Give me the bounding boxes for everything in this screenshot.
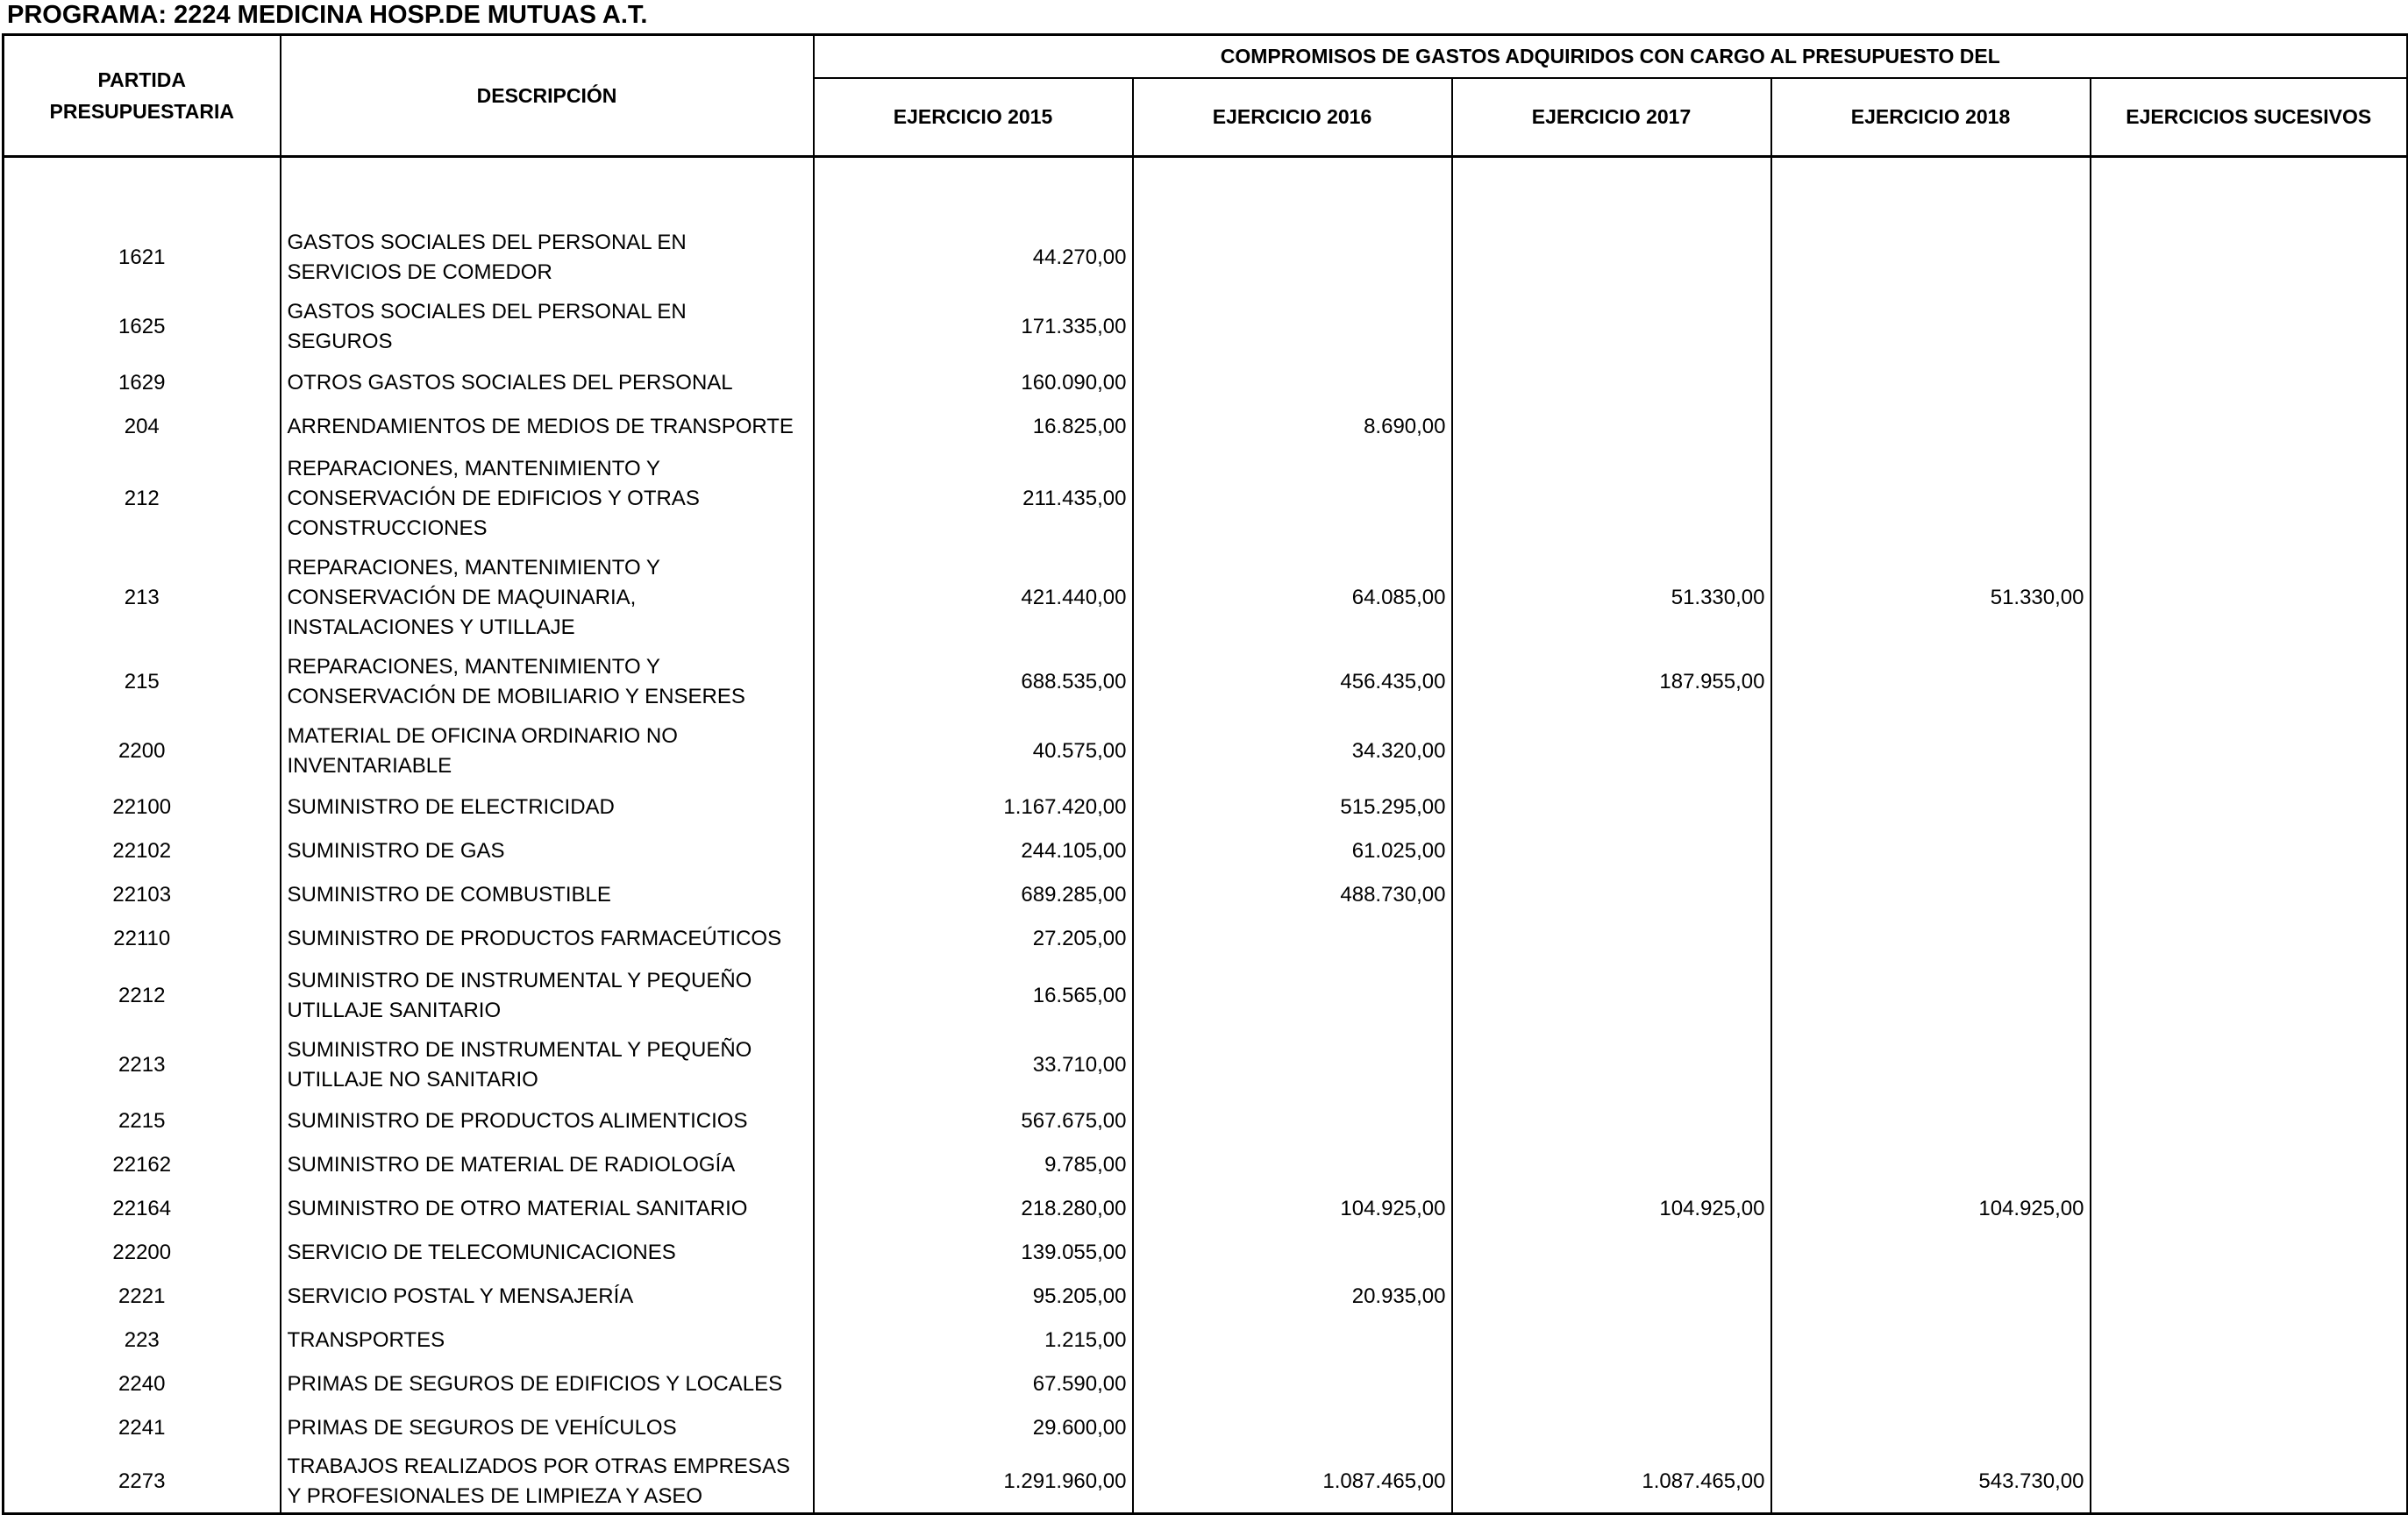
cell-ejercicio-2016-text: 20.935,00 <box>1351 1284 1446 1308</box>
cell-partida-text: 212 <box>124 486 160 510</box>
cell-ejercicios-sucesivos <box>2091 1231 2408 1275</box>
cell-descripcion <box>281 1143 814 1187</box>
cell-ejercicio-2016 <box>1133 873 1452 917</box>
table-row <box>4 917 2408 961</box>
cell-descripcion-text: PRIMAS DE SEGUROS DE EDIFICIOS Y LOCALES <box>287 1372 783 1396</box>
cell-ejercicio-2016 <box>1133 1319 1452 1362</box>
cell-ejercicio-2016 <box>1133 961 1452 1030</box>
cell-ejercicio-2015-text: 1.291.960,00 <box>1003 1469 1127 1493</box>
cell-ejercicio-2018 <box>1771 1231 2091 1275</box>
header-partida-label: PARTIDA PRESUPUESTARIA <box>49 68 234 123</box>
cell-ejercicio-2015 <box>814 449 1133 548</box>
cell-descripcion <box>281 449 814 548</box>
cell-ejercicio-2016 <box>1133 1099 1452 1143</box>
cell-ejercicio-2018 <box>1771 829 2091 873</box>
table-row <box>4 292 2408 361</box>
cell-partida <box>4 292 281 361</box>
cell-descripcion-text: SUMINISTRO DE INSTRUMENTAL Y PEQUEÑO UTILLAJE NO SANITARIO <box>287 1037 752 1092</box>
cell-ejercicio-2015-text: 16.825,00 <box>1032 415 1127 438</box>
cell-ejercicio-2017 <box>1452 548 1771 647</box>
cell-ejercicio-2018 <box>1771 548 2091 647</box>
cell-ejercicio-2018 <box>1771 292 2091 361</box>
cell-ejercicios-sucesivos <box>2091 1319 2408 1362</box>
cell-partida-text: 22162 <box>112 1153 172 1177</box>
cell-ejercicio-2015 <box>814 405 1133 449</box>
cell-ejercicio-2015 <box>814 1231 1133 1275</box>
cell-ejercicio-2015 <box>814 1362 1133 1406</box>
table-row <box>4 1099 2408 1143</box>
cell-ejercicios-sucesivos <box>2091 548 2408 647</box>
cell-partida-text: 2241 <box>118 1416 166 1440</box>
cell-ejercicio-2017 <box>1452 1143 1771 1187</box>
cell-partida <box>4 1187 281 1231</box>
cell-ejercicio-2015-text: 16.565,00 <box>1032 983 1127 1007</box>
cell-descripcion-text: REPARACIONES, MANTENIMIENTO Y CONSERVACIÓN DE EDIFICIOS Y OTRAS CONSTRUCCIONES <box>287 456 700 540</box>
cell-ejercicio-2017 <box>1452 647 1771 716</box>
cell-ejercicio-2015 <box>814 716 1133 786</box>
cell-descripcion-text: SUMINISTRO DE ELECTRICIDAD <box>287 795 615 819</box>
program-title: PROGRAMA: 2224 MEDICINA HOSP.DE MUTUAS A.T. <box>7 1 648 29</box>
cell-ejercicio-2018 <box>1771 1143 2091 1187</box>
cell-ejercicio-2015-text: 27.205,00 <box>1032 927 1127 950</box>
cell-ejercicios-sucesivos <box>2091 1187 2408 1231</box>
cell-ejercicio-2016 <box>1133 292 1452 361</box>
cell-ejercicio-2017 <box>1452 716 1771 786</box>
cell-ejercicio-2015-text: 40.575,00 <box>1032 738 1127 763</box>
cell-ejercicio-2018 <box>1771 917 2091 961</box>
cell-ejercicio-2018 <box>1771 647 2091 716</box>
cell-ejercicio-2017 <box>1452 917 1771 961</box>
cell-ejercicio-2016 <box>1133 548 1452 647</box>
table-row <box>4 1143 2408 1187</box>
cell-descripcion-text: SUMINISTRO DE MATERIAL DE RADIOLOGÍA <box>287 1153 736 1177</box>
cell-descripcion <box>281 1275 814 1319</box>
table-row <box>4 716 2408 786</box>
cell-ejercicio-2018 <box>1771 1030 2091 1099</box>
cell-ejercicio-2016-text: 104.925,00 <box>1340 1197 1446 1220</box>
cell-ejercicio-2016 <box>1133 786 1452 829</box>
cell-descripcion <box>281 548 814 647</box>
cell-ejercicio-2015 <box>814 829 1133 873</box>
table-row <box>4 1406 2408 1450</box>
cell-ejercicio-2015 <box>814 1143 1133 1187</box>
cell-ejercicio-2015 <box>814 223 1133 292</box>
cell-descripcion <box>281 1319 814 1362</box>
cell-descripcion <box>281 1030 814 1099</box>
cell-partida <box>4 917 281 961</box>
cell-ejercicio-2015 <box>814 1319 1133 1362</box>
cell-ejercicios-sucesivos <box>2091 1362 2408 1406</box>
cell-ejercicio-2015-text: 689.285,00 <box>1021 883 1127 907</box>
cell-ejercicio-2016-text: 456.435,00 <box>1340 669 1446 693</box>
cell-ejercicio-2015 <box>814 1099 1133 1143</box>
cell-descripcion <box>281 292 814 361</box>
cell-ejercicio-2017 <box>1452 1231 1771 1275</box>
cell-ejercicios-sucesivos <box>2091 1143 2408 1187</box>
cell-ejercicio-2015 <box>814 1450 1133 1514</box>
cell-ejercicio-2016 <box>1133 1231 1452 1275</box>
cell-ejercicio-2016-text: 34.320,00 <box>1351 738 1446 763</box>
table-row <box>4 1319 2408 1362</box>
cell-descripcion-text: PRIMAS DE SEGUROS DE VEHÍCULOS <box>287 1416 677 1440</box>
cell-ejercicio-2015 <box>814 292 1133 361</box>
table-row <box>4 449 2408 548</box>
cell-ejercicio-2015-text: 171.335,00 <box>1021 314 1127 338</box>
cell-partida-text: 2212 <box>118 983 166 1007</box>
cell-ejercicios-sucesivos <box>2091 1406 2408 1450</box>
cell-ejercicios-sucesivos <box>2091 1099 2408 1143</box>
cell-ejercicio-2015-text: 1.167.420,00 <box>1003 795 1127 819</box>
cell-ejercicios-sucesivos <box>2091 449 2408 548</box>
cell-ejercicio-2018 <box>1771 1319 2091 1362</box>
table-row <box>4 548 2408 647</box>
cell-ejercicio-2015-text: 29.600,00 <box>1032 1416 1127 1440</box>
cell-descripcion <box>281 223 814 292</box>
cell-ejercicios-sucesivos <box>2091 961 2408 1030</box>
table-row <box>4 873 2408 917</box>
table-row <box>4 1187 2408 1231</box>
cell-ejercicio-2017 <box>1452 786 1771 829</box>
cell-ejercicio-2016 <box>1133 405 1452 449</box>
cell-partida <box>4 223 281 292</box>
table-row <box>4 1362 2408 1406</box>
cell-ejercicio-2017 <box>1452 449 1771 548</box>
cell-ejercicio-2016 <box>1133 1406 1452 1450</box>
cell-descripcion <box>281 961 814 1030</box>
cell-partida-text: 22110 <box>113 927 171 950</box>
header-ejercicios-sucesivos: EJERCICIOS SUCESIVOS <box>2091 78 2408 157</box>
cell-descripcion <box>281 1231 814 1275</box>
cell-ejercicio-2018 <box>1771 716 2091 786</box>
cell-ejercicio-2018-text: 543.730,00 <box>1978 1469 2084 1493</box>
cell-descripcion <box>281 873 814 917</box>
cell-ejercicio-2016 <box>1133 223 1452 292</box>
cell-partida-text: 223 <box>124 1328 160 1352</box>
cell-partida-text: 2215 <box>118 1109 166 1133</box>
cell-ejercicio-2018 <box>1771 1450 2091 1514</box>
header-ejercicio-2017: EJERCICIO 2017 <box>1452 78 1771 157</box>
cell-partida-text: 1629 <box>118 371 166 395</box>
cell-ejercicio-2016-text: 61.025,00 <box>1351 839 1446 863</box>
cell-ejercicio-2015-text: 567.675,00 <box>1021 1109 1127 1133</box>
cell-ejercicio-2017 <box>1452 829 1771 873</box>
cell-ejercicio-2017 <box>1452 292 1771 361</box>
cell-ejercicio-2018 <box>1771 223 2091 292</box>
cell-descripcion <box>281 1187 814 1231</box>
cell-ejercicio-2017 <box>1452 1319 1771 1362</box>
cell-ejercicios-sucesivos <box>2091 361 2408 405</box>
cell-ejercicio-2016-text: 64.085,00 <box>1351 585 1446 609</box>
cell-ejercicio-2015-text: 9.785,00 <box>1044 1153 1127 1177</box>
table-row <box>4 829 2408 873</box>
cell-ejercicio-2017 <box>1452 1406 1771 1450</box>
cell-ejercicio-2016 <box>1133 1362 1452 1406</box>
budget-table <box>2 33 2408 1515</box>
cell-descripcion-text: REPARACIONES, MANTENIMIENTO Y CONSERVACIÓN DE MOBILIARIO Y ENSERES <box>287 654 745 708</box>
cell-ejercicio-2016 <box>1133 829 1452 873</box>
spacer-row <box>4 157 2408 224</box>
cell-ejercicio-2017 <box>1452 1099 1771 1143</box>
cell-ejercicios-sucesivos <box>2091 647 2408 716</box>
table-row <box>4 647 2408 716</box>
cell-ejercicios-sucesivos <box>2091 405 2408 449</box>
cell-ejercicio-2015 <box>814 873 1133 917</box>
cell-ejercicio-2018 <box>1771 1275 2091 1319</box>
cell-ejercicios-sucesivos <box>2091 917 2408 961</box>
cell-partida <box>4 1275 281 1319</box>
cell-partida-text: 213 <box>124 585 160 609</box>
cell-partida-text: 22200 <box>112 1241 172 1264</box>
cell-descripcion <box>281 716 814 786</box>
cell-ejercicio-2016 <box>1133 716 1452 786</box>
cell-ejercicio-2018 <box>1771 361 2091 405</box>
table-row <box>4 405 2408 449</box>
cell-descripcion-text: SUMINISTRO DE GAS <box>287 839 505 863</box>
cell-ejercicio-2018 <box>1771 1406 2091 1450</box>
cell-descripcion-text: SUMINISTRO DE PRODUCTOS ALIMENTICIOS <box>287 1109 748 1133</box>
cell-ejercicio-2017-text: 51.330,00 <box>1671 585 1765 609</box>
cell-ejercicio-2015-text: 139.055,00 <box>1021 1241 1127 1264</box>
cell-ejercicio-2016 <box>1133 1030 1452 1099</box>
table-row <box>4 1450 2408 1514</box>
cell-partida <box>4 873 281 917</box>
cell-ejercicio-2015 <box>814 961 1133 1030</box>
cell-partida <box>4 1450 281 1514</box>
cell-ejercicio-2016 <box>1133 1187 1452 1231</box>
cell-ejercicio-2015-text: 244.105,00 <box>1021 839 1127 863</box>
cell-partida <box>4 961 281 1030</box>
cell-ejercicio-2018 <box>1771 786 2091 829</box>
cell-descripcion <box>281 786 814 829</box>
cell-descripcion <box>281 405 814 449</box>
cell-partida <box>4 361 281 405</box>
cell-ejercicio-2016-text: 1.087.465,00 <box>1322 1469 1446 1493</box>
cell-descripcion-text: MATERIAL DE OFICINA ORDINARIO NO INVENTARIABLE <box>287 723 678 778</box>
cell-ejercicio-2016 <box>1133 917 1452 961</box>
cell-ejercicio-2015 <box>814 1275 1133 1319</box>
cell-partida <box>4 1406 281 1450</box>
table-row <box>4 1030 2408 1099</box>
cell-descripcion-text: SUMINISTRO DE COMBUSTIBLE <box>287 883 611 907</box>
cell-descripcion-text: GASTOS SOCIALES DEL PERSONAL EN SEGUROS <box>287 299 687 353</box>
table-row <box>4 1231 2408 1275</box>
cell-partida <box>4 829 281 873</box>
cell-ejercicio-2018 <box>1771 449 2091 548</box>
cell-ejercicio-2015 <box>814 786 1133 829</box>
cell-ejercicio-2016-text: 8.690,00 <box>1364 415 1446 438</box>
table-row <box>4 223 2408 292</box>
cell-partida-text: 22103 <box>112 883 172 907</box>
table-row <box>4 361 2408 405</box>
cell-ejercicio-2015 <box>814 361 1133 405</box>
cell-partida-text: 204 <box>124 415 160 438</box>
cell-ejercicio-2015-text: 421.440,00 <box>1021 585 1127 609</box>
cell-descripcion <box>281 829 814 873</box>
table-row <box>4 786 2408 829</box>
cell-partida-text: 2213 <box>118 1052 166 1077</box>
cell-partida-text: 2221 <box>118 1284 166 1308</box>
table-row <box>4 1275 2408 1319</box>
cell-descripcion-text: SERVICIO POSTAL Y MENSAJERÍA <box>287 1284 634 1308</box>
cell-partida-text: 2273 <box>118 1469 166 1493</box>
cell-descripcion-text: TRANSPORTES <box>287 1328 445 1352</box>
cell-ejercicio-2015-text: 688.535,00 <box>1021 669 1127 693</box>
cell-ejercicio-2018 <box>1771 405 2091 449</box>
cell-ejercicio-2016 <box>1133 1143 1452 1187</box>
cell-ejercicio-2015 <box>814 1406 1133 1450</box>
cell-descripcion-text: SERVICIO DE TELECOMUNICACIONES <box>287 1241 676 1264</box>
cell-ejercicio-2017 <box>1452 223 1771 292</box>
cell-partida <box>4 1319 281 1362</box>
cell-descripcion <box>281 1406 814 1450</box>
cell-partida-text: 22102 <box>112 839 172 863</box>
cell-ejercicios-sucesivos <box>2091 223 2408 292</box>
cell-ejercicio-2018-text: 51.330,00 <box>1990 585 2084 609</box>
cell-descripcion-text: TRABAJOS REALIZADOS POR OTRAS EMPRESAS Y PROFESIONALES DE LIMPIEZA Y ASEO <box>287 1454 790 1508</box>
cell-ejercicios-sucesivos <box>2091 873 2408 917</box>
cell-partida-text: 22100 <box>112 795 172 819</box>
header-ejercicio-2018: EJERCICIO 2018 <box>1771 78 2091 157</box>
cell-ejercicios-sucesivos <box>2091 1030 2408 1099</box>
header-partida <box>4 35 281 157</box>
cell-ejercicio-2016-text: 488.730,00 <box>1340 883 1446 907</box>
cell-ejercicio-2015-text: 160.090,00 <box>1021 371 1127 395</box>
cell-ejercicio-2015-text: 1.215,00 <box>1044 1328 1127 1352</box>
cell-ejercicio-2015 <box>814 917 1133 961</box>
cell-ejercicio-2016 <box>1133 647 1452 716</box>
cell-ejercicio-2017 <box>1452 873 1771 917</box>
cell-descripcion <box>281 917 814 961</box>
cell-partida <box>4 1030 281 1099</box>
cell-descripcion <box>281 1362 814 1406</box>
cell-ejercicio-2015-text: 67.590,00 <box>1032 1372 1127 1396</box>
cell-partida-text: 215 <box>124 669 160 693</box>
cell-ejercicio-2018 <box>1771 1362 2091 1406</box>
cell-ejercicios-sucesivos <box>2091 292 2408 361</box>
cell-ejercicio-2016 <box>1133 1275 1452 1319</box>
cell-partida <box>4 716 281 786</box>
cell-ejercicios-sucesivos <box>2091 716 2408 786</box>
cell-descripcion-text: ARRENDAMIENTOS DE MEDIOS DE TRANSPORTE <box>287 415 794 438</box>
cell-partida <box>4 786 281 829</box>
cell-ejercicio-2015 <box>814 548 1133 647</box>
cell-ejercicios-sucesivos <box>2091 1275 2408 1319</box>
cell-ejercicio-2016 <box>1133 449 1452 548</box>
cell-partida <box>4 647 281 716</box>
cell-partida-text: 22164 <box>112 1197 172 1220</box>
cell-ejercicios-sucesivos <box>2091 786 2408 829</box>
cell-descripcion <box>281 1099 814 1143</box>
cell-descripcion <box>281 361 814 405</box>
cell-ejercicio-2015 <box>814 647 1133 716</box>
cell-partida-text: 2240 <box>118 1372 166 1396</box>
cell-ejercicio-2015-text: 44.270,00 <box>1032 245 1127 269</box>
cell-descripcion <box>281 647 814 716</box>
cell-partida-text: 1625 <box>118 314 166 338</box>
cell-ejercicio-2017 <box>1452 1450 1771 1514</box>
cell-ejercicio-2016 <box>1133 1450 1452 1514</box>
cell-ejercicio-2017-text: 187.955,00 <box>1659 669 1765 693</box>
cell-partida <box>4 1231 281 1275</box>
cell-descripcion-text: GASTOS SOCIALES DEL PERSONAL EN SERVICIOS DE COMEDOR <box>287 230 687 284</box>
cell-ejercicio-2017 <box>1452 1362 1771 1406</box>
cell-ejercicio-2016-text: 515.295,00 <box>1340 795 1446 819</box>
cell-descripcion-text: OTROS GASTOS SOCIALES DEL PERSONAL <box>287 371 733 395</box>
cell-partida-text: 1621 <box>118 245 166 269</box>
cell-ejercicios-sucesivos <box>2091 829 2408 873</box>
cell-ejercicio-2018 <box>1771 873 2091 917</box>
cell-ejercicio-2016 <box>1133 361 1452 405</box>
cell-ejercicio-2018 <box>1771 961 2091 1030</box>
cell-ejercicio-2017-text: 104.925,00 <box>1659 1197 1765 1220</box>
cell-ejercicio-2017 <box>1452 1030 1771 1099</box>
cell-partida-text: 2200 <box>118 738 166 763</box>
cell-descripcion-text: REPARACIONES, MANTENIMIENTO Y CONSERVACIÓN DE MAQUINARIA, INSTALACIONES Y UTILLAJE <box>287 555 660 639</box>
table-row <box>4 961 2408 1030</box>
header-ejercicio-2016: EJERCICIO 2016 <box>1133 78 1452 157</box>
cell-ejercicio-2015 <box>814 1030 1133 1099</box>
cell-ejercicio-2015-text: 218.280,00 <box>1021 1197 1127 1220</box>
cell-ejercicio-2017 <box>1452 1275 1771 1319</box>
cell-partida <box>4 449 281 548</box>
cell-ejercicio-2015-text: 211.435,00 <box>1022 486 1127 510</box>
cell-descripcion-text: SUMINISTRO DE PRODUCTOS FARMACEÚTICOS <box>287 927 782 950</box>
cell-ejercicio-2015 <box>814 1187 1133 1231</box>
cell-ejercicio-2017-text: 1.087.465,00 <box>1642 1469 1765 1493</box>
cell-descripcion-text: SUMINISTRO DE OTRO MATERIAL SANITARIO <box>287 1197 748 1220</box>
cell-ejercicio-2018 <box>1771 1099 2091 1143</box>
cell-ejercicio-2018-text: 104.925,00 <box>1978 1197 2084 1220</box>
table-body <box>4 157 2408 1514</box>
cell-partida <box>4 1099 281 1143</box>
cell-partida <box>4 1362 281 1406</box>
cell-ejercicio-2015-text: 33.710,00 <box>1032 1052 1127 1077</box>
header-ejercicio-2015: EJERCICIO 2015 <box>814 78 1133 157</box>
cell-partida <box>4 405 281 449</box>
cell-ejercicio-2017 <box>1452 405 1771 449</box>
cell-ejercicio-2018 <box>1771 1187 2091 1231</box>
cell-partida <box>4 548 281 647</box>
cell-ejercicio-2017 <box>1452 961 1771 1030</box>
cell-partida <box>4 1143 281 1187</box>
cell-descripcion <box>281 1450 814 1514</box>
cell-ejercicio-2017 <box>1452 361 1771 405</box>
cell-ejercicio-2017 <box>1452 1187 1771 1231</box>
cell-descripcion-text: SUMINISTRO DE INSTRUMENTAL Y PEQUEÑO UTILLAJE SANITARIO <box>287 968 752 1022</box>
cell-ejercicios-sucesivos <box>2091 1450 2408 1514</box>
header-compromisos-group: COMPROMISOS DE GASTOS ADQUIRIDOS CON CARGO AL PRESUPUESTO DEL <box>814 35 2408 79</box>
header-descripcion: DESCRIPCIÓN <box>281 35 814 157</box>
cell-ejercicio-2015-text: 95.205,00 <box>1032 1284 1127 1308</box>
